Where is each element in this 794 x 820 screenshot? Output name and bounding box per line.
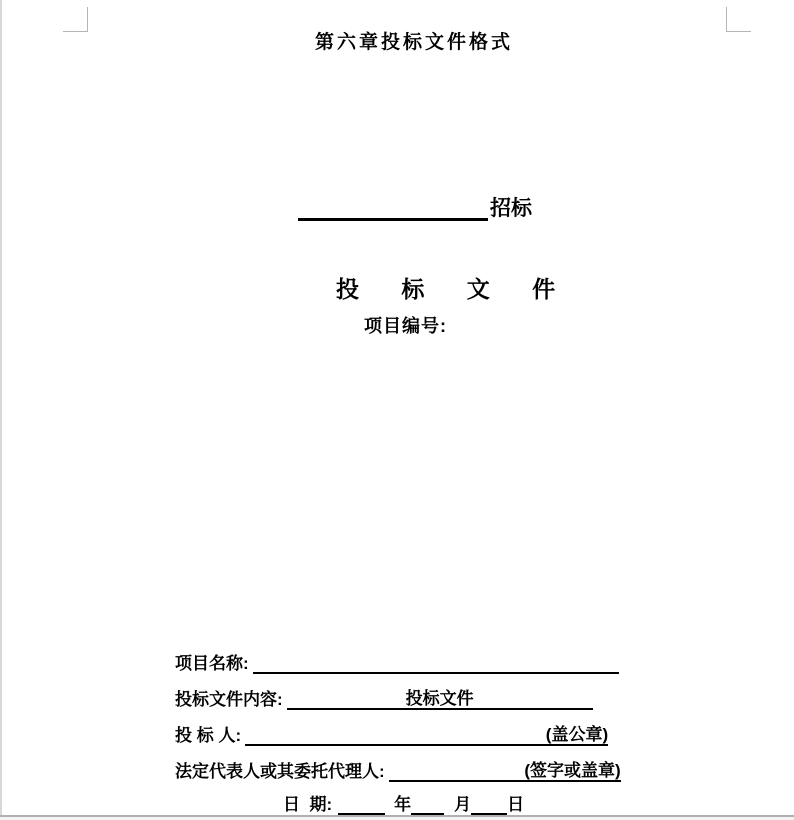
field-row-bidder bbox=[175, 725, 608, 746]
day-label: 日 bbox=[507, 795, 525, 814]
legal-representative-sign-note: (签字或盖章) bbox=[524, 761, 621, 780]
field-row-legal-representative bbox=[175, 761, 621, 782]
tender-label: 招标 bbox=[490, 197, 532, 220]
bidder-blank-field[interactable] bbox=[245, 725, 608, 746]
date-day-blank-field[interactable] bbox=[471, 795, 507, 815]
field-row-bid-content bbox=[175, 689, 593, 710]
field-row-project-name bbox=[175, 653, 619, 674]
bid-document-title: 投 标 文 件 bbox=[336, 276, 574, 302]
bid-content-blank-field[interactable] bbox=[287, 689, 593, 710]
bidder-seal-note: (盖公章) bbox=[545, 725, 609, 744]
date-month-blank-field[interactable] bbox=[411, 795, 444, 815]
margin-crop-mark-top-right-icon bbox=[726, 7, 751, 32]
project-name-blank-field[interactable] bbox=[253, 653, 619, 674]
date-year-blank-field[interactable] bbox=[338, 795, 385, 815]
chapter-title: 第六章投标文件格式 bbox=[315, 32, 514, 53]
legal-representative-blank-field[interactable] bbox=[389, 761, 621, 782]
page-left-edge-line bbox=[0, 0, 2, 820]
project-number-label: 项目编号: bbox=[364, 316, 447, 336]
bid-content-value: 投标文件 bbox=[405, 689, 474, 708]
bidder-label: 投 标 人: bbox=[175, 726, 242, 745]
tender-blank-field[interactable] bbox=[298, 196, 488, 221]
month-label: 月 bbox=[454, 795, 472, 814]
year-label: 年 bbox=[394, 795, 412, 814]
bid-content-label: 投标文件内容: bbox=[175, 690, 283, 709]
page-bottom-edge-line bbox=[0, 815, 794, 820]
date-line bbox=[283, 795, 524, 815]
legal-representative-label: 法定代表人或其委托代理人: bbox=[175, 762, 385, 781]
margin-crop-mark-top-left-icon bbox=[63, 7, 88, 32]
project-name-label: 项目名称: bbox=[175, 654, 249, 673]
date-label: 日 期: bbox=[283, 795, 333, 814]
tender-line bbox=[298, 194, 532, 221]
